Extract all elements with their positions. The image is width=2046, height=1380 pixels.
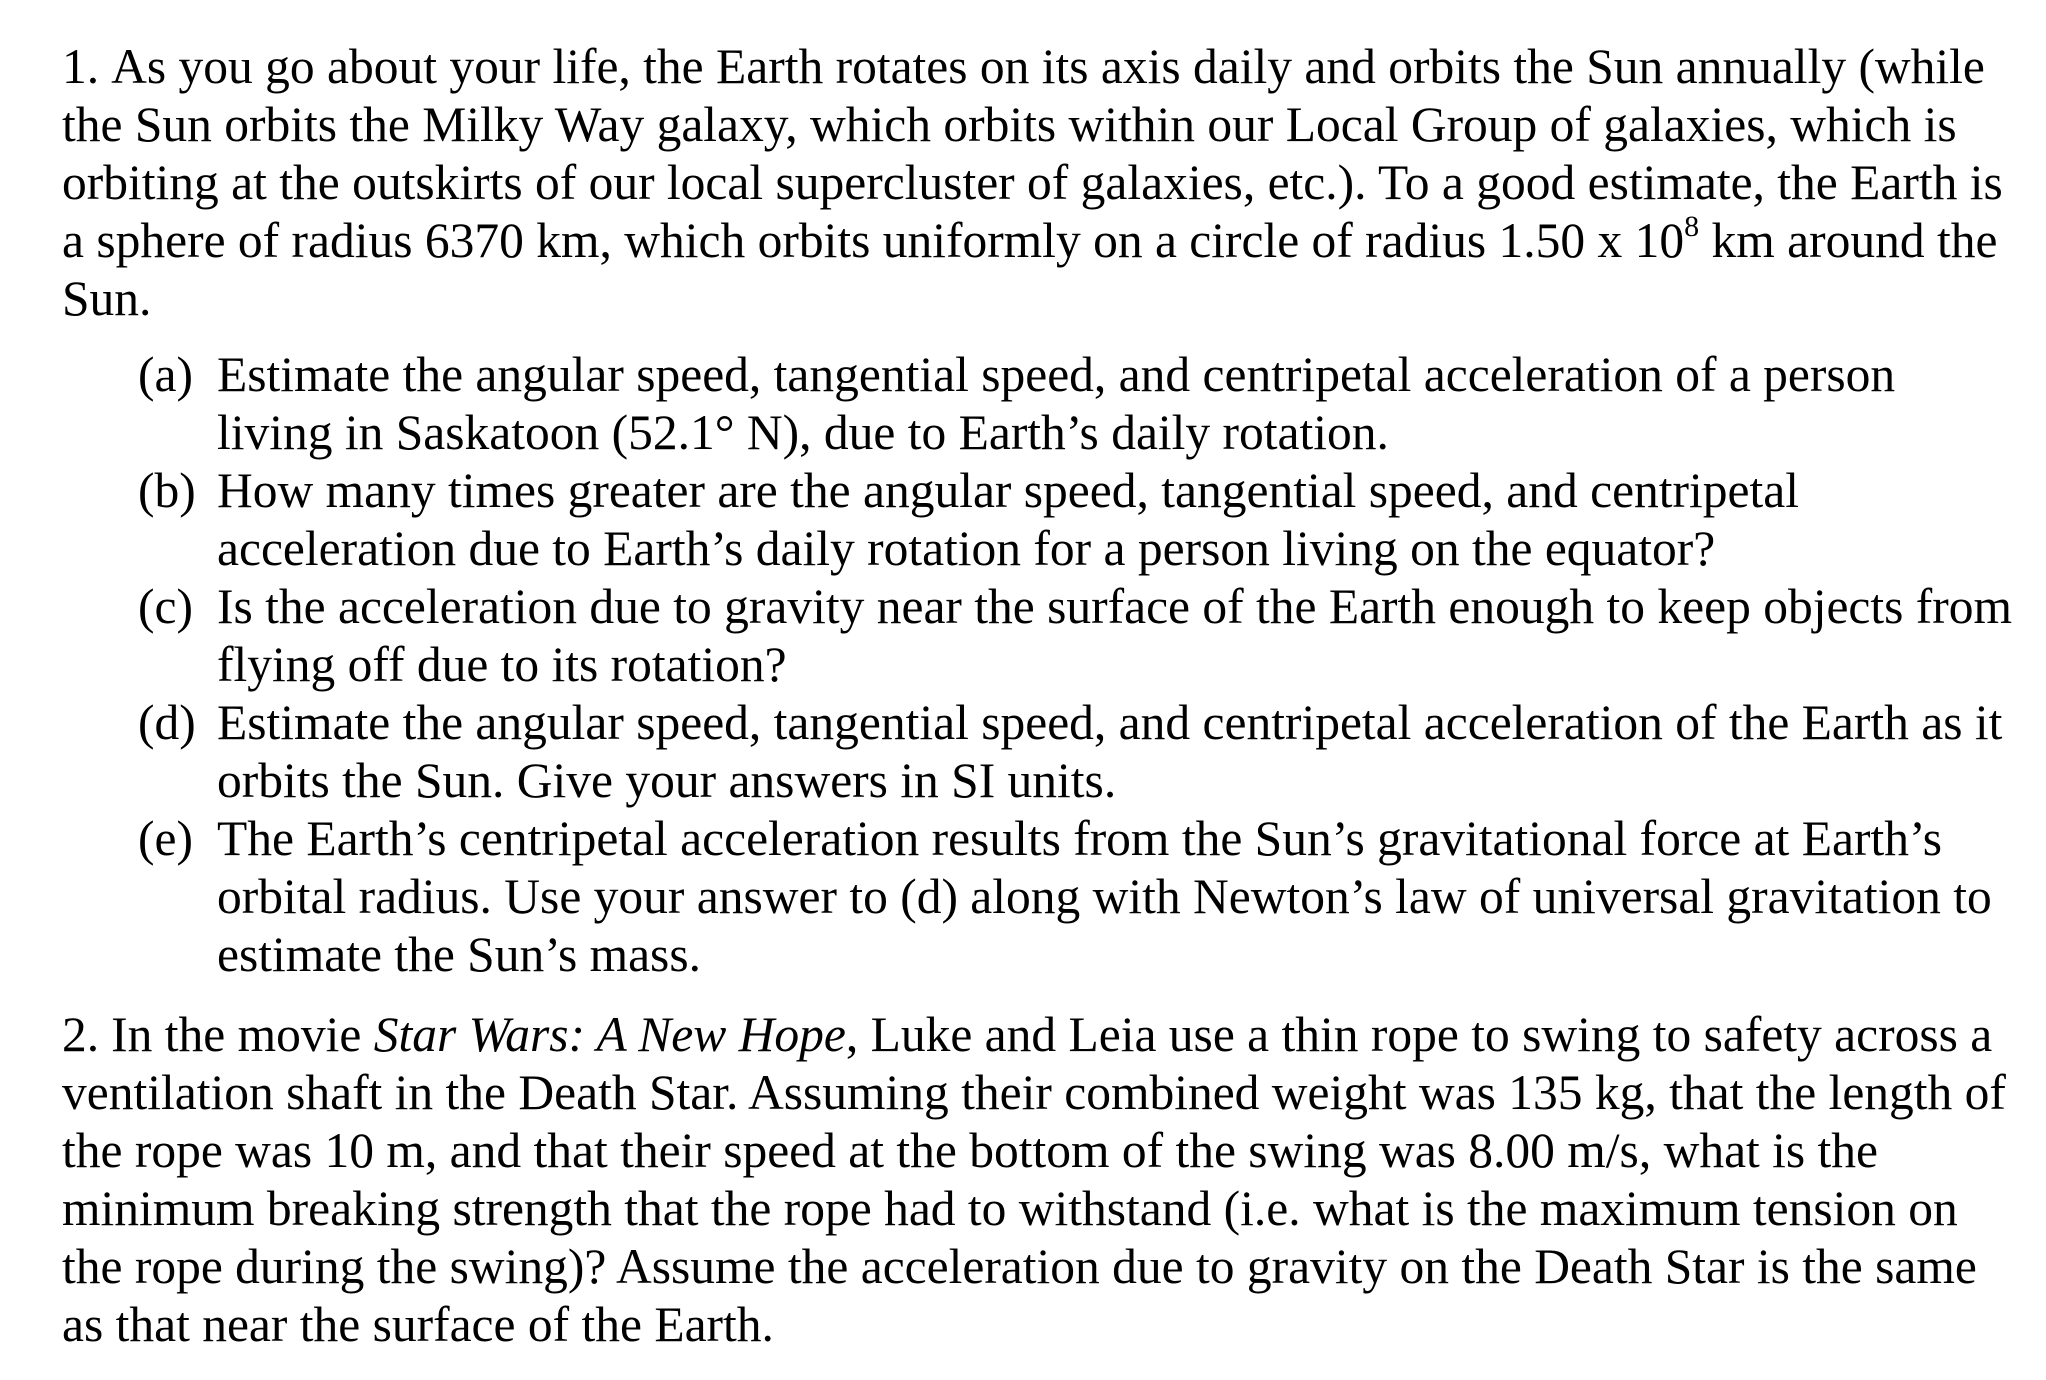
part-c-text: Is the acceleration due to gravity near the surface of the Earth enough to keep objects from flying off due to its rotation? xyxy=(217,579,2013,692)
part-e-label: (e) xyxy=(138,811,193,866)
problem-1-number: 1. xyxy=(62,39,100,94)
problem-2-text-part-b: , Luke and Leia use a thin rope to swing to safety across a ventilation shaft in the Death Star. Assuming their combined weight was 135 kg, that the length of the rope was 10 m, and that their speed at the bottom of the swing was 8.00 m/s, what is the minimum breaking strength that the rope had to withstand (i.e. what is the maximum tension on the rope during the swing)? Assume the acceleration due to gravity on the Death Star is the same as that near the surface of the Earth. xyxy=(62,1007,2006,1352)
part-e xyxy=(138,810,2022,984)
part-d-label: (d) xyxy=(138,695,196,750)
part-a-label: (a) xyxy=(138,347,193,402)
part-b-label: (b) xyxy=(138,463,196,518)
problem-2-text-part-a: In the movie xyxy=(111,1007,374,1062)
part-a-text: Estimate the angular speed, tangential speed, and centripetal acceleration of a person living in Saskatoon (52.1° N), due to Earth’s daily rotation. xyxy=(217,347,1896,460)
problem-2 xyxy=(62,1006,2022,1354)
problem-2-number: 2. xyxy=(62,1007,100,1062)
part-a xyxy=(138,346,2022,462)
problem-1-exponent: 8 xyxy=(1684,209,1700,243)
part-b xyxy=(138,462,2022,578)
part-d-text: Estimate the angular speed, tangential speed, and centripetal acceleration of the Earth as it orbits the Sun. Give your answers in SI units. xyxy=(217,695,2003,808)
document-page xyxy=(62,38,2022,1354)
movie-title: Star Wars: A New Hope xyxy=(373,1007,846,1062)
part-e-text: The Earth’s centripetal acceleration results from the Sun’s gravitational force at Earth’s orbital radius. Use your answer to (d) along with Newton’s law of universal gravitation to estimate the Sun’s mass. xyxy=(217,811,1992,982)
part-d xyxy=(138,694,2022,810)
problem-1-text-part-b: km around the Sun. xyxy=(62,213,1998,326)
part-c xyxy=(138,578,2022,694)
problem-1-text-part-a: As you go about your life, the Earth rotates on its axis daily and orbits the Sun annually (while the Sun orbits the Milky Way galaxy, which orbits within our Local Group of galaxies, which is orbiting at the outskirts of our local supercluster of galaxies, etc.). To a good estimate, the Earth is a sphere of radius 6370 km, which orbits uniformly on a circle of radius 1.50 x 10 xyxy=(62,39,2003,268)
part-b-text: How many times greater are the angular speed, tangential speed, and centripetal acceleration due to Earth’s daily rotation for a person living on the equator? xyxy=(217,463,1799,576)
problem-1-parts-list xyxy=(62,346,2022,984)
part-c-label: (c) xyxy=(138,579,193,634)
problem-1-intro xyxy=(62,38,2022,328)
